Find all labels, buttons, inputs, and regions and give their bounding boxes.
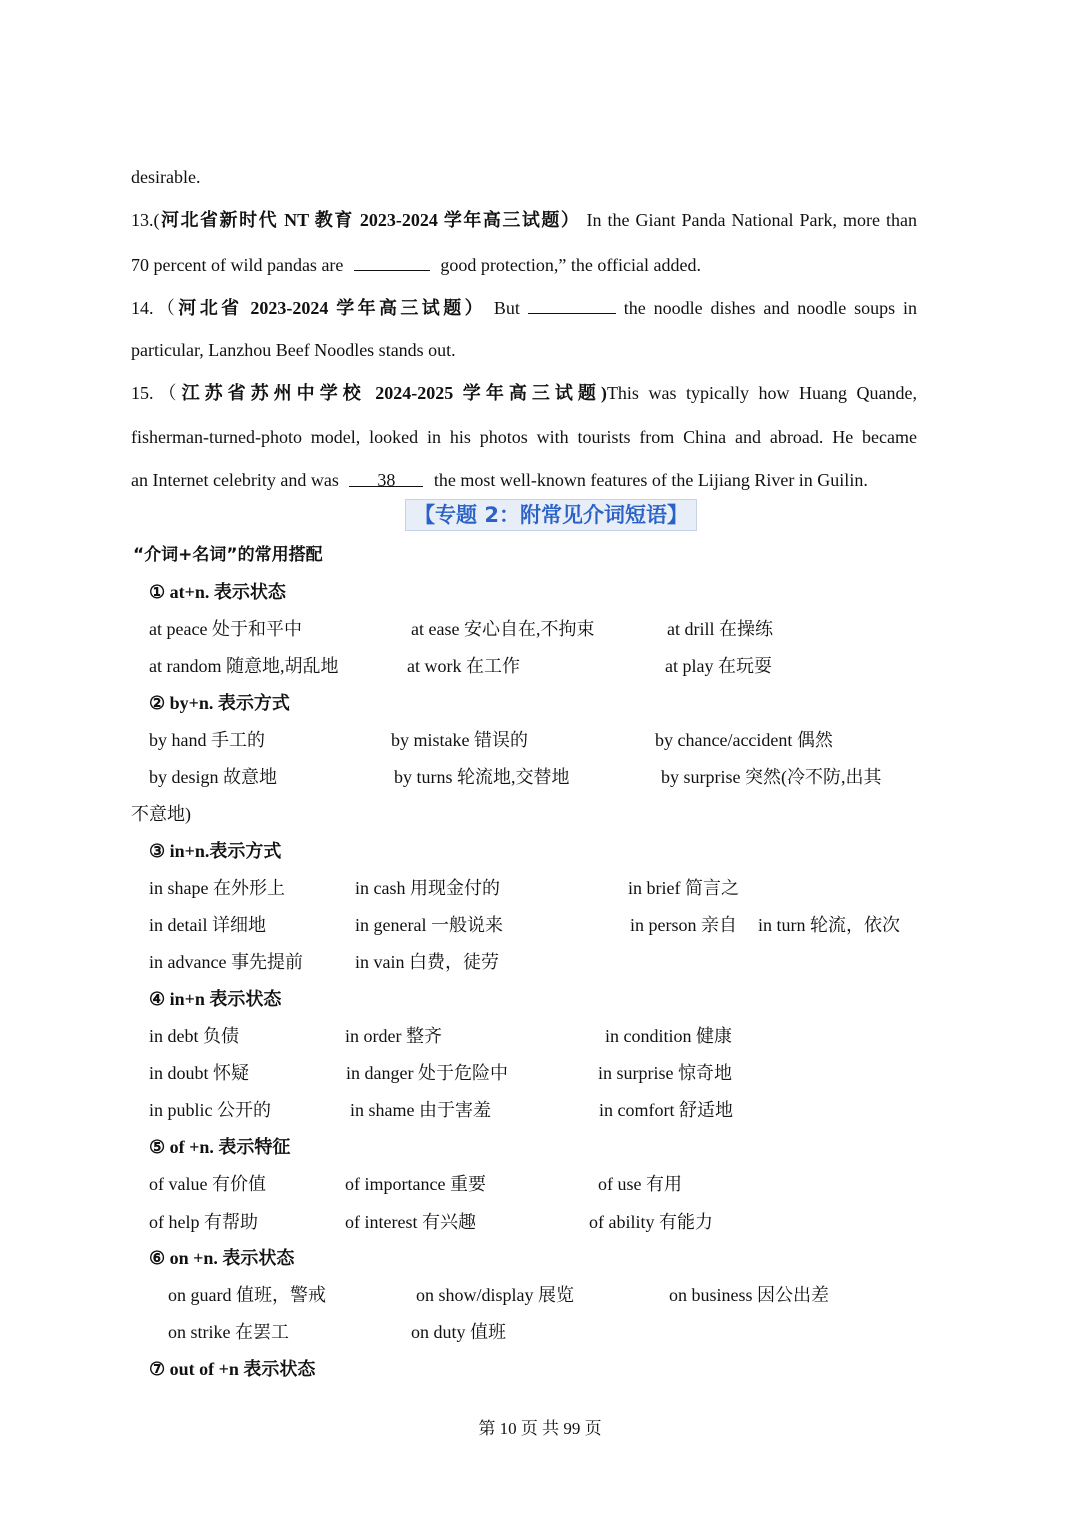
phrase-item: in vain 白费，徒劳 [355,952,499,972]
phrase-item: in condition 健康 [605,1026,732,1046]
phrase-item: on guard 值班，警戒 [168,1285,326,1305]
page-number: 第 10 页 共 99 页 [478,1419,602,1438]
q15-line-3 [131,468,917,492]
phrase-item: of ability 有能力 [589,1212,713,1232]
phrase-item: by mistake 错误的 [391,730,528,750]
phrase-item: at ease 安心自在,不拘束 [411,619,595,639]
q14-line-2: particular, Lanzhou Beef Noodles stands out. [131,340,456,360]
phrase-item: by turns 轮流地,交替地 [394,767,570,787]
phrase-item: in order 整齐 [345,1026,442,1046]
q13-text-2b: good protection,” the official added. [440,255,701,275]
phrase-item: in turn 轮流，依次 [758,915,900,935]
group-heading-in-manner: ③ in+n.表示方式 [149,841,282,861]
phrase-item: in public 公开的 [149,1100,271,1120]
phrase-item: in shape 在外形上 [149,878,285,898]
phrase-item: on show/display 展览 [416,1285,575,1305]
phrase-item: by chance/accident 偶然 [655,730,833,750]
group-heading-on: ⑥ on +n. 表示状态 [149,1248,295,1268]
phrase-item: of importance 重要 [345,1174,486,1194]
phrase-item: in surprise 惊奇地 [598,1063,732,1083]
q15-text-1: This was typically how Huang Quande, [606,383,917,403]
phrase-item: in comfort 舒适地 [599,1100,733,1120]
q15-blank-number: 38 [377,470,396,490]
q13-text: In the Giant Panda National Park, more than [586,210,917,230]
q15-number: 15.（ [131,383,182,403]
phrase-item: of value 有价值 [149,1174,266,1194]
phrase-item-continued: 不意地) [131,804,191,824]
phrase-item: of use 有用 [598,1174,682,1194]
group-heading-of: ⑤ of +n. 表示特征 [149,1137,291,1157]
phrase-item: on duty 值班 [411,1322,507,1342]
phrase-item: on strike 在罢工 [168,1322,289,1342]
phrase-item: at work 在工作 [407,656,520,676]
phrase-item: in danger 处于危险中 [346,1063,508,1083]
q14-number: 14.（ [131,298,179,318]
q14-text-1a: But [493,298,520,318]
phrase-item: at drill 在操练 [667,619,773,639]
q15-text-3a: an Internet celebrity and was [131,470,339,490]
q13-answer-blank[interactable] [354,252,430,271]
phrase-item: at random 随意地,胡乱地 [149,656,339,676]
subtitle: “介词+名词”的常用搭配 [133,545,323,565]
q13-source: 河北省新时代 NT 教育 2023-2024 学年高三试题） [159,210,581,230]
group-heading-in-state: ④ in+n 表示状态 [149,989,282,1009]
q15-source: 江苏省苏州中学校 2024-2025 学年高三试题) [181,383,607,403]
group-heading-out-of: ⑦ out of +n 表示状态 [149,1359,316,1379]
group-heading-by: ② by+n. 表示方式 [149,693,290,713]
q13-line-1 [131,208,917,232]
q13-number: 13.( [131,210,160,230]
phrase-item: in shame 由于害羞 [350,1100,491,1120]
q15-line-1 [131,381,917,405]
phrase-item: in detail 详细地 [149,915,266,935]
q13-text-2a: 70 percent of wild pandas are [131,255,344,275]
q15-line-2: fisherman-turned-photo model, looked in his photos with tourists from China and abroad. He became [131,427,917,447]
q12-tail: desirable. [131,167,201,187]
phrase-item: in debt 负债 [149,1026,239,1046]
q15-answer-blank[interactable] [349,468,423,490]
phrase-item: in doubt 怀疑 [149,1063,250,1083]
phrase-item: at peace 处于和平中 [149,619,302,639]
q13-line-2 [131,252,917,277]
phrase-item: at play 在玩耍 [665,656,772,676]
q14-text-1b: the noodle dishes and noodle soups in [623,298,918,318]
phrase-item: of help 有帮助 [149,1212,258,1232]
phrase-item: in advance 事先提前 [149,952,303,972]
q15-text-3b: the most well-known features of the Lijiang River in Guilin. [433,470,868,490]
q14-source: 河北省 2023-2024 学年高三试题） [178,298,486,318]
phrase-item: by hand 手工的 [149,730,265,750]
q14-answer-blank[interactable] [528,295,616,314]
group-heading-at: ① at+n. 表示状态 [149,582,286,602]
phrase-item: by design 故意地 [149,767,277,787]
phrase-item: in cash 用现金付的 [355,878,500,898]
phrase-item: by surprise 突然(冷不防,出其 [661,767,882,787]
q14-line-1 [131,295,917,320]
phrase-item: of interest 有兴趣 [345,1212,476,1232]
phrase-item: in general 一般说来 [355,915,503,935]
phrase-item: on business 因公出差 [669,1285,830,1305]
phrase-item: in person 亲自 [630,915,737,935]
section-title: 【专题 2：附常见介词短语】 [405,499,697,531]
phrase-item: in brief 简言之 [628,878,739,898]
